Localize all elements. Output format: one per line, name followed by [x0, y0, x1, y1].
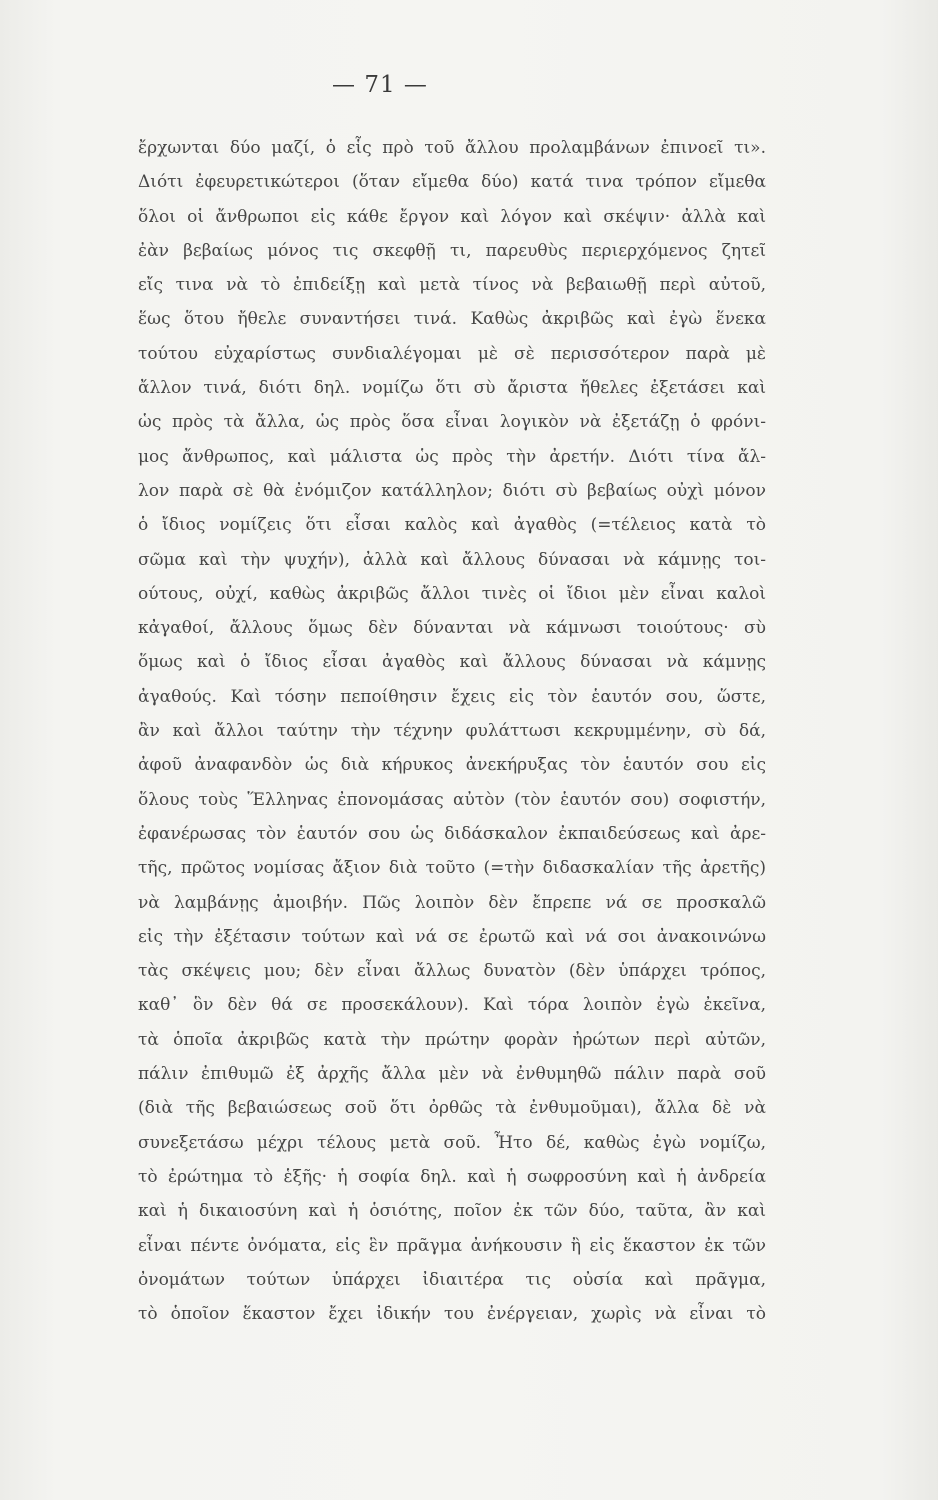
body-text	[138, 131, 766, 1331]
text-line: ἔρχωνται δύο μαζί, ὁ εἷς πρὸ τοῦ ἄλλου προλαμβάνων ἐπινοεῖ τι».	[138, 138, 766, 158]
text-line: σῶμα καὶ τὴν ψυχήν), ἀλλὰ καὶ ἄλλους δύνασαι νὰ κάμνῃς τοι-	[138, 549, 766, 570]
text-line: ἐφανέρωσας τὸν ἑαυτόν σου ὡς διδάσκαλον ἐκπαιδεύσεως καὶ ἀρε-	[138, 823, 766, 844]
text-line: τῆς, πρῶτος νομίσας ἄξιον διὰ τοῦτο (=τὴν διδασκαλίαν τῆς ἀρετῆς)	[138, 858, 766, 879]
text-line: ὁ ἴδιος νομίζεις ὅτι εἶσαι καλὸς καὶ ἀγαθὸς (=τέλειος κατὰ τὸ	[138, 515, 766, 536]
text-line: τὰς σκέψεις μου; δὲν εἶναι ἄλλως δυνατὸν (δὲν ὑπάρχει τρόπος,	[138, 961, 766, 982]
text-line: ἀγαθούς. Καὶ τόσην πεποίθησιν ἔχεις εἰς τὸν ἑαυτόν σου, ὥστε,	[138, 686, 766, 707]
text-line: νὰ λαμβάνῃς ἀμοιβήν. Πῶς λοιπὸν δὲν ἔπρεπε νά σε προσκαλῶ	[138, 892, 766, 913]
text-line: ὅμως καὶ ὁ ἴδιος εἶσαι ἀγαθὸς καὶ ἄλλους δύνασαι νὰ κάμνῃς	[138, 652, 766, 673]
text-line: ἕως ὅτου ἤθελε συναντήσει τινά. Καθὼς ἀκριβῶς καὶ ἐγὼ ἕνεκα	[138, 309, 766, 330]
text-line: ἀφοῦ ἀναφανδὸν ὡς διὰ κήρυκος ἀνεκήρυξας τὸν ἑαυτόν σου εἰς	[138, 755, 766, 776]
text-line: λον παρὰ σὲ θὰ ἐνόμιζον κατάλληλον; διότι σὺ βεβαίως οὐχὶ μόνον	[138, 480, 766, 501]
text-line: καθ᾽ ὃν δὲν θά σε προσεκάλουν). Καὶ τόρα λοιπὸν ἐγὼ ἐκεῖνα,	[138, 995, 766, 1016]
text-line: τὸ ἐρώτημα τὸ ἑξῆς· ἡ σοφία δηλ. καὶ ἡ σωφροσύνη καὶ ἡ ἀνδρεία	[138, 1166, 766, 1187]
text-line: πάλιν ἐπιθυμῶ ἐξ ἀρχῆς ἄλλα μὲν νὰ ἐνθυμηθῶ πάλιν παρὰ σοῦ	[138, 1064, 766, 1085]
page-number: — 71 —	[332, 72, 428, 98]
text-line: ὡς πρὸς τὰ ἄλλα, ὡς πρὸς ὅσα εἶναι λογικὸν νὰ ἐξετάζῃ ὁ φρόνι-	[138, 412, 766, 433]
text-line: μος ἄνθρωπος, καὶ μάλιστα ὡς πρὸς τὴν ἀρετήν. Διότι τίνα ἄλ-	[138, 446, 766, 467]
text-line: εἶναι πέντε ὀνόματα, εἰς ἓν πρᾶγμα ἀνήκουσιν ἢ εἰς ἕκαστον ἐκ τῶν	[138, 1235, 766, 1256]
text-line: εἰς τὴν ἐξέτασιν τούτων καὶ νά σε ἐρωτῶ καὶ νά σοι ἀνακοινώνω	[138, 926, 766, 947]
text-line: κἀγαθοί, ἄλλους ὅμως δὲν δύνανται νὰ κάμνωσι τοιούτους· σὺ	[138, 618, 766, 639]
text-line: ὅλους τοὺς Ἕλληνας ἐπονομάσας αὐτὸν (τὸν ἑαυτόν σου) σοφιστήν,	[138, 789, 766, 810]
text-line: ἄλλον τινά, διότι δηλ. νομίζω ὅτι σὺ ἄριστα ἤθελες ἐξετάσει καὶ	[138, 378, 766, 399]
text-line: συνεξετάσω μέχρι τέλους μετὰ σοῦ. Ἦτο δέ, καθὼς ἐγὼ νομίζω,	[138, 1132, 766, 1153]
text-line: τὰ ὁποῖα ἀκριβῶς κατὰ τὴν πρώτην φορὰν ἠρώτων περὶ αὐτῶν,	[138, 1029, 766, 1050]
text-line: Διότι ἐφευρετικώτεροι (ὅταν εἴμεθα δύο) κατά τινα τρόπον εἴμεθα	[138, 172, 766, 193]
text-line: ὅλοι οἱ ἄνθρωποι εἰς κάθε ἔργον καὶ λόγον καὶ σκέψιν· ἀλλὰ καὶ	[138, 206, 766, 227]
text-line: ὀνομάτων τούτων ὑπάρχει ἰδιαιτέρα τις οὐσία καὶ πρᾶγμα,	[138, 1269, 766, 1290]
text-line: ἂν καὶ ἄλλοι ταύτην τὴν τέχνην φυλάττωσι κεκρυμμένην, σὺ δά,	[138, 721, 766, 742]
text-line: ούτους, οὐχί, καθὼς ἀκριβῶς ἄλλοι τινὲς οἱ ἴδιοι μὲν εἶναι καλοὶ	[138, 583, 766, 604]
text-line: τὸ ὁποῖον ἕκαστον ἔχει ἰδικήν του ἐνέργειαν, χωρὶς νὰ εἶναι τὸ	[138, 1304, 766, 1325]
text-line: (διὰ τῆς βεβαιώσεως σοῦ ὅτι ὀρθῶς τὰ ἐνθυμοῦμαι), ἄλλα δὲ νὰ	[138, 1098, 766, 1119]
text-line: τούτου εὐχαρίστως συνδιαλέγομαι μὲ σὲ περισσότερον παρὰ μὲ	[138, 343, 766, 364]
text-line: εἴς τινα νὰ τὸ ἐπιδείξῃ καὶ μετὰ τίνος νὰ βεβαιωθῇ περὶ αὐτοῦ,	[138, 275, 766, 296]
text-line: ἐὰν βεβαίως μόνος τις σκεφθῇ τι, παρευθὺς περιερχόμενος ζητεῖ	[138, 240, 766, 261]
text-line: καὶ ἡ δικαιοσύνη καὶ ἡ ὁσιότης, ποῖον ἐκ τῶν δύο, ταῦτα, ἂν καὶ	[138, 1201, 766, 1222]
